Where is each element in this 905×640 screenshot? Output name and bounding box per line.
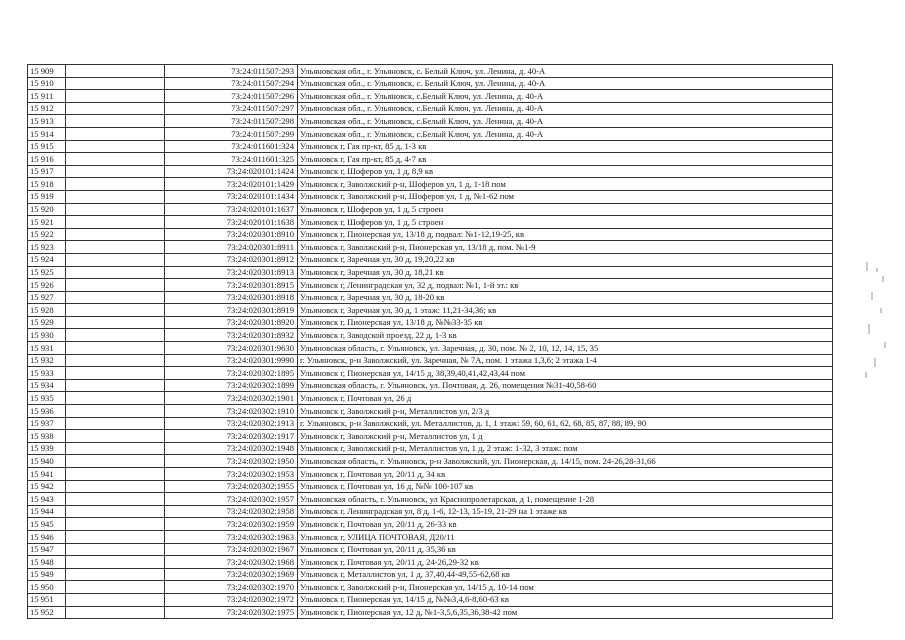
cadastral-number-cell: 73:24:020301:8910 (165, 228, 298, 241)
row-number-cell: 15 945 (28, 518, 66, 531)
row-number-cell: 15 933 (28, 367, 66, 380)
empty-cell (66, 316, 165, 329)
empty-cell (66, 593, 165, 606)
address-cell: Ульяновск г, Пионерская ул, 14/15 д, №№3,4,6-8,60-63 кв (298, 593, 833, 606)
empty-cell (66, 367, 165, 380)
row-number-cell: 15 939 (28, 442, 66, 455)
address-cell: Ульяновская область, г. Ульяновск, р-н Заволжский, ул. Пионерская, д. 14/15, пом. 24-26,28-31,66 (298, 455, 833, 468)
address-cell: Ульяновск г, Почтовая ул, 16 д, №№ 100-107 кв (298, 480, 833, 493)
cadastral-number-cell: 73:24:020301:8911 (165, 241, 298, 254)
address-cell: Ульяновск г, Шоферов ул, 1 д, 5 строен (298, 203, 833, 216)
address-cell: Ульяновск г, Заволжский р-н, Шоферов ул, 1 д, №1-62 пом (298, 190, 833, 203)
table-row (28, 556, 833, 569)
empty-cell (66, 304, 165, 317)
address-cell: Ульяновская область, г. Ульяновск, ул. Почтовая, д. 26, помещения №31-40,58-60 (298, 379, 833, 392)
cadastral-number-cell: 73:24:020302:1901 (165, 392, 298, 405)
empty-cell (66, 442, 165, 455)
table-row (28, 241, 833, 254)
address-cell: Ульяновск г, Почтовая ул, 20/11 д, 24-26,29-32 кв (298, 556, 833, 569)
table-row (28, 568, 833, 581)
empty-cell (66, 178, 165, 191)
cadastral-number-cell: 73:24:020302:1910 (165, 405, 298, 418)
address-cell: Ульяновск г, Заводской проезд, 22 д, 1-3 кв (298, 329, 833, 342)
empty-cell (66, 90, 165, 103)
cadastral-number-cell: 73:24:011507:297 (165, 102, 298, 115)
address-cell: Ульяновская область, г. Ульяновск, ул. Заречная, д. 30, пом. № 2, 10, 12, 14, 15, 35 (298, 342, 833, 355)
scan-margin-marks (862, 262, 892, 382)
table-row (28, 203, 833, 216)
address-cell: Ульяновская область, г. Ульяновск, ул Краснопролетарская, д 1, помещение 1-28 (298, 493, 833, 506)
address-cell: Ульяновск г, Почтовая ул, 20/11 д, 26-33 кв (298, 518, 833, 531)
table-row (28, 115, 833, 128)
table-row (28, 505, 833, 518)
cadastral-number-cell: 73:24:020301:9990 (165, 354, 298, 367)
cadastral-number-cell: 73:24:020101:1638 (165, 216, 298, 229)
table-row (28, 77, 833, 90)
address-cell: Ульяновск г, Почтовая ул, 20/11 д, 35,36 кв (298, 543, 833, 556)
table-row (28, 65, 833, 78)
row-number-cell: 15 915 (28, 140, 66, 153)
table-row (28, 430, 833, 443)
empty-cell (66, 581, 165, 594)
empty-cell (66, 480, 165, 493)
cadastral-number-cell: 73:24:020302:1950 (165, 455, 298, 468)
empty-cell (66, 568, 165, 581)
row-number-cell: 15 920 (28, 203, 66, 216)
row-number-cell: 15 921 (28, 216, 66, 229)
address-cell: Ульяновск г, Заволжский р-н, Пионерская ул, 14/15 д, 10-14 пом (298, 581, 833, 594)
cadastral-number-cell: 73:24:011507:299 (165, 127, 298, 140)
cadastral-number-cell: 73:24:011507:293 (165, 65, 298, 78)
table-row (28, 480, 833, 493)
address-cell: Ульяновск г, Заволжский р-н, Металлистов ул, 2/3 д (298, 405, 833, 418)
address-cell: Ульяновск г, Заволжский р-н, Металлистов ул, 1 д, 2 этаж: 1-32, 3 этаж: пом (298, 442, 833, 455)
row-number-cell: 15 912 (28, 102, 66, 115)
cadastral-number-cell: 73:24:020301:8919 (165, 304, 298, 317)
table-row (28, 442, 833, 455)
row-number-cell: 15 946 (28, 530, 66, 543)
row-number-cell: 15 909 (28, 65, 66, 78)
cadastral-number-cell: 73:24:011601:324 (165, 140, 298, 153)
cadastral-number-cell: 73:24:020302:1948 (165, 442, 298, 455)
row-number-cell: 15 935 (28, 392, 66, 405)
address-cell: Ульяновск г, Заволжский р-н, Шоферов ул, 1 д, 1-18 пом (298, 178, 833, 191)
row-number-cell: 15 949 (28, 568, 66, 581)
empty-cell (66, 153, 165, 166)
registry-sheet (27, 64, 833, 619)
row-number-cell: 15 914 (28, 127, 66, 140)
cadastral-number-cell: 73:24:020101:1637 (165, 203, 298, 216)
empty-cell (66, 140, 165, 153)
address-cell: Ульяновская обл., г. Ульяновск, с. Белый Ключ, ул. Ленина, д. 40-А (298, 77, 833, 90)
empty-cell (66, 543, 165, 556)
address-cell: Ульяновск г, Шоферов ул, 1 д, 8,9 кв (298, 165, 833, 178)
cadastral-number-cell: 73:24:011601:325 (165, 153, 298, 166)
table-row (28, 253, 833, 266)
cadastral-number-cell: 73:24:020302:1913 (165, 417, 298, 430)
cadastral-number-cell: 73:24:011507:298 (165, 115, 298, 128)
row-number-cell: 15 917 (28, 165, 66, 178)
address-cell: Ульяновск г, Гая пр-кт, 85 д, 1-3 кв (298, 140, 833, 153)
empty-cell (66, 127, 165, 140)
table-row (28, 304, 833, 317)
table-row (28, 291, 833, 304)
table-row (28, 228, 833, 241)
address-cell: Ульяновск г, Металлистов ул, 1 д, 37,40,44-49,55-62,68 кв (298, 568, 833, 581)
row-number-cell: 15 927 (28, 291, 66, 304)
cadastral-number-cell: 73:24:020101:1429 (165, 178, 298, 191)
address-cell: г. Ульяновск, р-н Заволжский, ул. Заречная, № 7А, пом. 1 этажа 1,3,6; 2 этажа 1-4 (298, 354, 833, 367)
empty-cell (66, 342, 165, 355)
empty-cell (66, 115, 165, 128)
address-cell: Ульяновск г, Гая пр-кт, 85 д, 4-7 кв (298, 153, 833, 166)
cadastral-number-cell: 73:24:020301:8913 (165, 266, 298, 279)
table-row (28, 593, 833, 606)
address-cell: Ульяновск г, Заречная ул, 30 д, 18,21 кв (298, 266, 833, 279)
address-cell: Ульяновск г, Ленинградская ул, 32 д, подвал: №1, 1-й эт.: кв (298, 279, 833, 292)
table-row (28, 379, 833, 392)
row-number-cell: 15 913 (28, 115, 66, 128)
address-cell: Ульяновская обл., г. Ульяновск, с. Белый Ключ, ул. Ленина, д. 40-А (298, 65, 833, 78)
row-number-cell: 15 950 (28, 581, 66, 594)
empty-cell (66, 606, 165, 619)
cadastral-number-cell: 73:24:020302:1957 (165, 493, 298, 506)
cadastral-number-cell: 73:24:020302:1959 (165, 518, 298, 531)
row-number-cell: 15 922 (28, 228, 66, 241)
row-number-cell: 15 916 (28, 153, 66, 166)
empty-cell (66, 77, 165, 90)
cadastral-number-cell: 73:24:020302:1963 (165, 530, 298, 543)
empty-cell (66, 505, 165, 518)
address-cell: Ульяновск г, Пионерская ул, 13/18 д, подвал: №1-12,19-25, кв (298, 228, 833, 241)
table-row (28, 455, 833, 468)
cadastral-number-cell: 73:24:020101:1424 (165, 165, 298, 178)
cadastral-number-cell: 73:24:020302:1899 (165, 379, 298, 392)
cadastral-number-cell: 73:24:020302:1917 (165, 430, 298, 443)
row-number-cell: 15 926 (28, 279, 66, 292)
table-row (28, 216, 833, 229)
table-row (28, 279, 833, 292)
address-cell: Ульяновск г, Заволжский р-н, Металлистов ул, 1 д (298, 430, 833, 443)
empty-cell (66, 329, 165, 342)
empty-cell (66, 203, 165, 216)
cadastral-number-cell: 73:24:011507:296 (165, 90, 298, 103)
table-row (28, 367, 833, 380)
cadastral-number-cell: 73:24:020301:8932 (165, 329, 298, 342)
address-cell: Ульяновская обл., г. Ульяновск, с.Белый Ключ, ул. Ленина, д. 40-А (298, 115, 833, 128)
empty-cell (66, 392, 165, 405)
cadastral-number-cell: 73:24:020302:1975 (165, 606, 298, 619)
row-number-cell: 15 941 (28, 468, 66, 481)
address-cell: Ульяновск г, Шоферов ул, 1 д, 5 строен (298, 216, 833, 229)
cadastral-number-cell: 73:24:020302:1970 (165, 581, 298, 594)
address-cell: Ульяновск г, Заречная ул, 30 д, 18-20 кв (298, 291, 833, 304)
table-row (28, 266, 833, 279)
address-cell: Ульяновск г, Пионерская ул, 13/18 д, №№33-35 кв (298, 316, 833, 329)
address-cell: Ульяновск г, Пионерская ул, 12 д, №1-3,5,6,35,36,38-42 пом (298, 606, 833, 619)
address-cell: Ульяновск г, УЛИЦА ПОЧТОВАЯ, Д20/11 (298, 530, 833, 543)
cadastral-number-cell: 73:24:020302:1972 (165, 593, 298, 606)
table-row (28, 102, 833, 115)
address-cell: Ульяновск г, Заречная ул, 30 д, 19,20,22 кв (298, 253, 833, 266)
address-cell: Ульяновск г, Пионерская ул, 14/15 д, 38,39,40,41,42,43,44 пом (298, 367, 833, 380)
empty-cell (66, 165, 165, 178)
empty-cell (66, 493, 165, 506)
table-row (28, 90, 833, 103)
row-number-cell: 15 918 (28, 178, 66, 191)
cadastral-number-cell: 73:24:020302:1969 (165, 568, 298, 581)
row-number-cell: 15 938 (28, 430, 66, 443)
address-cell: Ульяновск г, Почтовая ул, 20/11 д, 34 кв (298, 468, 833, 481)
empty-cell (66, 216, 165, 229)
row-number-cell: 15 943 (28, 493, 66, 506)
cadastral-number-cell: 73:24:020302:1958 (165, 505, 298, 518)
empty-cell (66, 417, 165, 430)
address-cell: Ульяновская обл., г. Ульяновск, с.Белый Ключ, ул. Ленина, д. 40-А (298, 90, 833, 103)
row-number-cell: 15 937 (28, 417, 66, 430)
cadastral-number-cell: 73:24:020301:9630 (165, 342, 298, 355)
row-number-cell: 15 952 (28, 606, 66, 619)
empty-cell (66, 190, 165, 203)
registry-table (27, 64, 833, 619)
address-cell: Ульяновск г, Заречная ул, 30 д, 1 этаж: 11,21-34,36; кв (298, 304, 833, 317)
cadastral-number-cell: 73:24:020301:8918 (165, 291, 298, 304)
table-row (28, 417, 833, 430)
empty-cell (66, 65, 165, 78)
table-row (28, 530, 833, 543)
cadastral-number-cell: 73:24:020302:1953 (165, 468, 298, 481)
row-number-cell: 15 925 (28, 266, 66, 279)
table-row (28, 190, 833, 203)
empty-cell (66, 530, 165, 543)
row-number-cell: 15 929 (28, 316, 66, 329)
empty-cell (66, 518, 165, 531)
row-number-cell: 15 948 (28, 556, 66, 569)
cadastral-number-cell: 73:24:020301:8912 (165, 253, 298, 266)
empty-cell (66, 291, 165, 304)
registry-table-body (28, 65, 833, 619)
table-row (28, 606, 833, 619)
cadastral-number-cell: 73:24:020302:1967 (165, 543, 298, 556)
row-number-cell: 15 936 (28, 405, 66, 418)
row-number-cell: 15 932 (28, 354, 66, 367)
cadastral-number-cell: 73:24:020301:8915 (165, 279, 298, 292)
row-number-cell: 15 923 (28, 241, 66, 254)
row-number-cell: 15 928 (28, 304, 66, 317)
table-row (28, 392, 833, 405)
empty-cell (66, 379, 165, 392)
empty-cell (66, 430, 165, 443)
empty-cell (66, 455, 165, 468)
table-row (28, 178, 833, 191)
empty-cell (66, 102, 165, 115)
empty-cell (66, 405, 165, 418)
table-row (28, 316, 833, 329)
table-row (28, 153, 833, 166)
address-cell: Ульяновск г, Почтовая ул, 26 д (298, 392, 833, 405)
empty-cell (66, 556, 165, 569)
table-row (28, 518, 833, 531)
empty-cell (66, 253, 165, 266)
cadastral-number-cell: 73:24:020302:1955 (165, 480, 298, 493)
row-number-cell: 15 951 (28, 593, 66, 606)
cadastral-number-cell: 73:24:020301:8920 (165, 316, 298, 329)
empty-cell (66, 354, 165, 367)
cadastral-number-cell: 73:24:020302:1895 (165, 367, 298, 380)
table-row (28, 165, 833, 178)
cadastral-number-cell: 73:24:020302:1968 (165, 556, 298, 569)
table-row (28, 329, 833, 342)
cadastral-number-cell: 73:24:011507:294 (165, 77, 298, 90)
table-row (28, 140, 833, 153)
table-row (28, 342, 833, 355)
row-number-cell: 15 919 (28, 190, 66, 203)
row-number-cell: 15 930 (28, 329, 66, 342)
empty-cell (66, 228, 165, 241)
row-number-cell: 15 947 (28, 543, 66, 556)
empty-cell (66, 468, 165, 481)
row-number-cell: 15 934 (28, 379, 66, 392)
address-cell: Ульяновская обл., г. Ульяновск, с.Белый Ключ, ул. Ленина, д. 40-А (298, 127, 833, 140)
empty-cell (66, 241, 165, 254)
cadastral-number-cell: 73:24:020101:1434 (165, 190, 298, 203)
row-number-cell: 15 942 (28, 480, 66, 493)
address-cell: г. Ульяновск, р-н Заволжский, ул. Металлистов, д. 1, 1 этаж: 59, 60, 61, 62, 68, 85, 87, 88, 89, 90 (298, 417, 833, 430)
row-number-cell: 15 910 (28, 77, 66, 90)
table-row (28, 581, 833, 594)
empty-cell (66, 266, 165, 279)
table-row (28, 468, 833, 481)
table-row (28, 543, 833, 556)
row-number-cell: 15 911 (28, 90, 66, 103)
table-row (28, 127, 833, 140)
empty-cell (66, 279, 165, 292)
table-row (28, 493, 833, 506)
address-cell: Ульяновская обл., г. Ульяновск, с.Белый Ключ, ул. Ленина, д. 40-А (298, 102, 833, 115)
address-cell: Ульяновск г, Заволжский р-н, Пионерская ул, 13/18 д, пом. №1-9 (298, 241, 833, 254)
row-number-cell: 15 940 (28, 455, 66, 468)
table-row (28, 405, 833, 418)
row-number-cell: 15 924 (28, 253, 66, 266)
address-cell: Ульяновск г, Ленинградская ул, 8 д, 1-6, 12-13, 15-19, 21-29 на 1 этаже кв (298, 505, 833, 518)
row-number-cell: 15 931 (28, 342, 66, 355)
table-row (28, 354, 833, 367)
row-number-cell: 15 944 (28, 505, 66, 518)
